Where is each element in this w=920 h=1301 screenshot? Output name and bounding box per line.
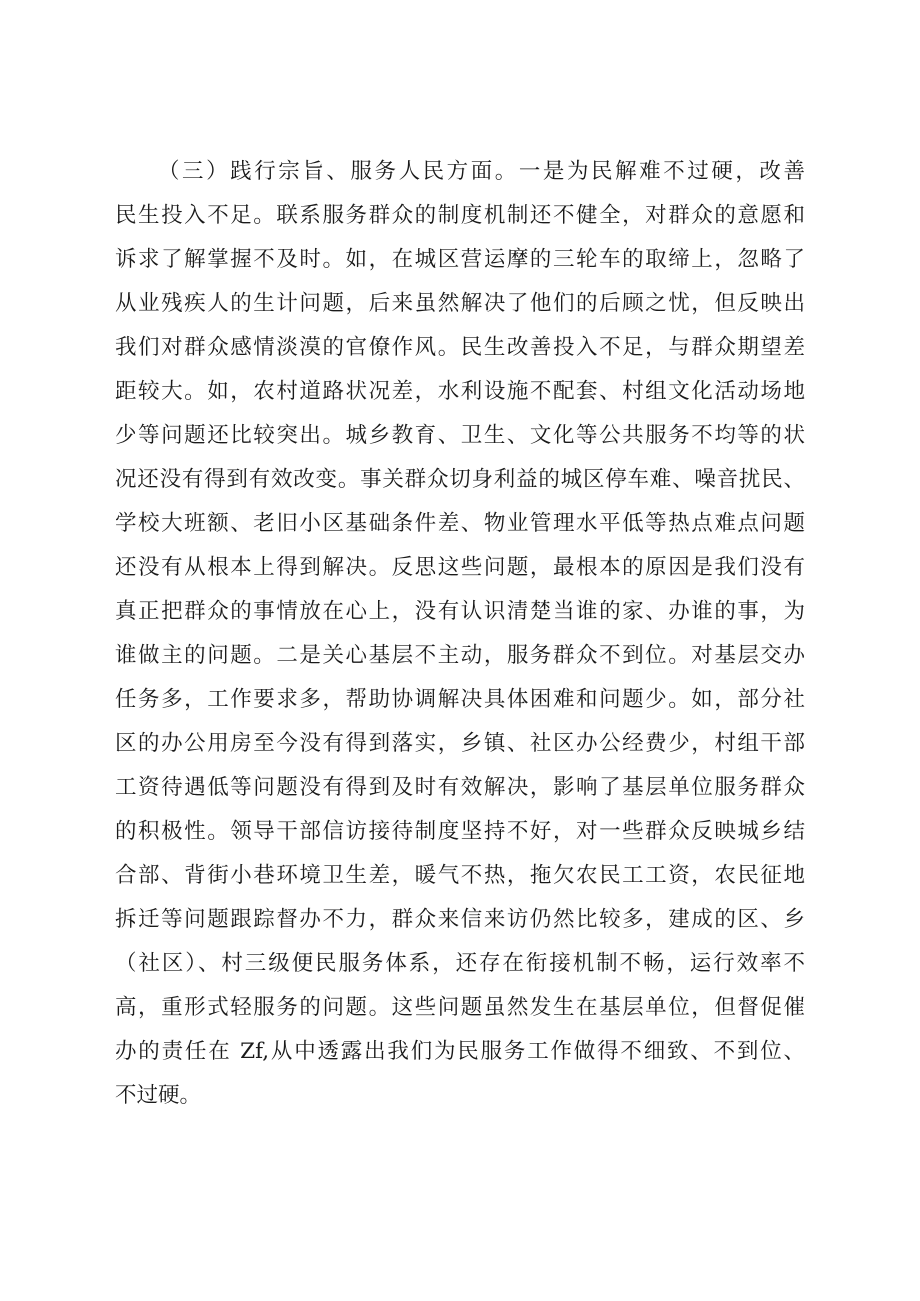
paragraph-line-7: 少等问题还比较突出。城乡教育、卫生、文化等公共服务不均等的状 bbox=[115, 423, 805, 448]
paragraph-line-3: 诉求了解掌握不及时。如，在城区营运摩的三轮车的取缔上，忽略了 bbox=[115, 247, 805, 272]
paragraph-line-16: 的积极性。领导干部信访接待制度坚持不好，对一些群众反映城乡结 bbox=[115, 819, 805, 844]
paragraph-line-10: 还没有从根本上得到解决。反思这些问题，最根本的原因是我们没有 bbox=[115, 555, 805, 580]
paragraph-line-9: 学校大班额、老旧小区基础条件差、物业管理水平低等热点难点问题 bbox=[115, 511, 805, 536]
paragraph-line-17: 合部、背街小巷环境卫生差，暖气不热，拖欠农民工工资，农民征地 bbox=[115, 863, 805, 888]
paragraph-line-15: 工资待遇低等问题没有得到及时有效解决，影响了基层单位服务群众 bbox=[115, 775, 805, 800]
paragraph-line-22: 不过硬。 bbox=[115, 1083, 202, 1108]
paragraph-line-14: 区的办公用房至今没有得到落实，乡镇、社区办公经费少，村组干部 bbox=[115, 731, 805, 756]
paragraph-line-1: （三）践行宗旨、服务人民方面。一是为民解难不过硬，改善 bbox=[158, 159, 805, 184]
paragraph-line-12: 谁做主的问题。二是关心基层不主动，服务群众不到位。对基层交办 bbox=[115, 643, 805, 668]
paragraph-line-4: 从业残疾人的生计问题，后来虽然解决了他们的后顾之忧，但反映出 bbox=[115, 291, 805, 316]
paragraph-line-8: 况还没有得到有效改变。事关群众切身利益的城区停车难、噪音扰民、 bbox=[115, 467, 805, 492]
paragraph-line-2: 民生投入不足。联系服务群众的制度机制还不健全，对群众的意愿和 bbox=[115, 203, 805, 228]
body-paragraph bbox=[115, 150, 805, 1118]
paragraph-line-13: 任务多，工作要求多，帮助协调解决具体困难和问题少。如，部分社 bbox=[115, 687, 805, 712]
paragraph-line-5: 我们对群众感情淡漠的官僚作风。民生改善投入不足，与群众期望差 bbox=[115, 335, 805, 360]
paragraph-line-11: 真正把群众的事情放在心上，没有认识清楚当谁的家、办谁的事，为 bbox=[115, 599, 805, 624]
paragraph-line-19: （社区）、村三级便民服务体系，还存在衔接机制不畅，运行效率不 bbox=[115, 951, 805, 976]
paragraph-line-20: 高，重形式轻服务的问题。这些问题虽然发生在基层单位，但督促催 bbox=[115, 995, 805, 1020]
paragraph-line-18: 拆迁等问题跟踪督办不力，群众来信来访仍然比较多，建成的区、乡 bbox=[115, 907, 805, 932]
paragraph-line-21: 办的责任在 Zf,从中透露出我们为民服务工作做得不细致、不到位、 bbox=[115, 1039, 805, 1064]
paragraph-line-6: 距较大。如，农村道路状况差，水利设施不配套、村组文化活动场地 bbox=[115, 379, 805, 404]
